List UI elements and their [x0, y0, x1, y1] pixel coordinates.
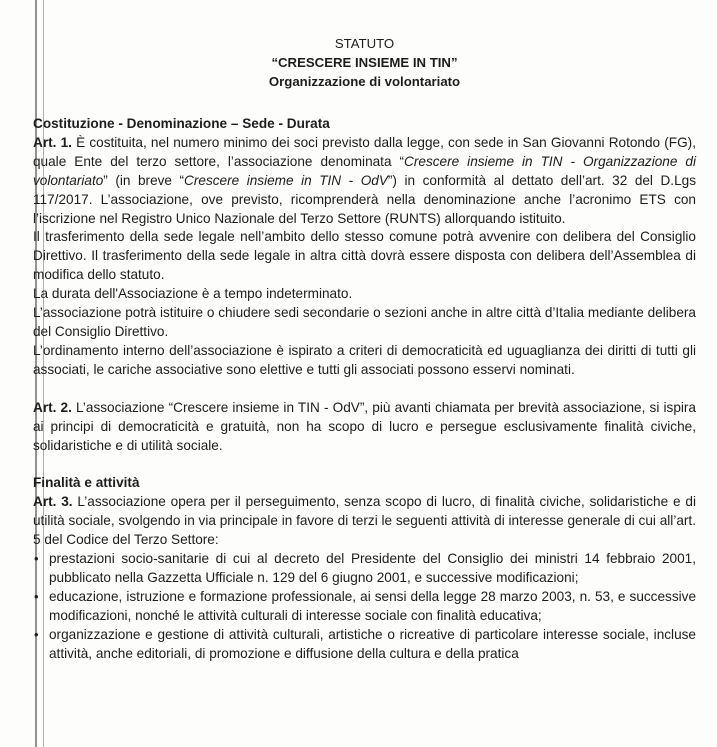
article-label: Art. 2. [33, 399, 72, 415]
paragraph-sedi-secondarie: L’associazione potrà istituire o chiudere sedi secondarie o sezioni anche in altre città d’Italia mediante delibera del Consiglio Direttivo. [33, 305, 696, 339]
spacer [33, 380, 696, 399]
article-text: ” (in breve “ [103, 172, 185, 188]
article-italic-short-name: Crescere insieme in TIN - OdV [184, 172, 388, 188]
list-item: • educazione, istruzione e formazione professionale, ai sensi della legge 28 marzo 2003, n. 53, e successive modificazioni, nonché le attività culturali di interesse sociale con finalità educativa; [33, 588, 696, 626]
paragraph-sede: Il trasferimento della sede legale nell’ambito dello stesso comune potrà avvenire con delibera del Consiglio Direttivo. Il trasferimento della sede legale in altra città dovrà essere disposta con delibera dell’Assemblea di modifica dello statuto. [33, 229, 696, 283]
article-2 [33, 399, 696, 456]
article-text: L’associazione opera per il perseguimento, senza scopo di lucro, di finalità civiche, solidaristiche e di utilità sociale, svolgendo in via principale in favore di terzi le seguenti attività di interesse generale di cui all’art. 5 del Codice del Terzo Settore: [33, 494, 696, 548]
paragraph-ordinamento: L’ordinamento interno dell’associazione è ispirato a criteri di democraticità ed uguaglianza dei diritti di tutti gli associati, le cariche associative sono elettive e tutti gli associati possono esservi nominati. [33, 342, 696, 377]
article-text: È costituita, nel numero minimo dei soci previsto dalla legge, con sede in San Giovanni Rotondo (FG), quale Ente del terzo settore, l’associazione denominata “ [33, 134, 696, 169]
activity-list [33, 550, 696, 663]
section-heading-finalita: Finalità e attività [33, 475, 140, 491]
document-title: STATUTO [334, 36, 395, 51]
spacer [33, 455, 696, 474]
article-label: Art. 3. [33, 494, 73, 510]
article-label: Art. 1. [33, 134, 72, 150]
list-item: • prestazioni socio-sanitarie di cui al decreto del Presidente del Consiglio dei ministri 14 febbraio 2001, pubblicato nella Gazzetta Ufficiale n. 129 del 6 giugno 2001, e successive modificazioni; [33, 550, 696, 588]
document-page [33, 34, 696, 663]
paragraph-durata: La durata dell'Associazione è a tempo indeterminato. [33, 286, 353, 302]
article-1 [33, 134, 696, 229]
article-text: ”) in conformità al dettato dell’art. 32 del D.Lgs 117/2017. L’associazione, ove previsto, ricomprenderà nella denominazione anche l’acronimo ETS con l’iscrizione nel Registro Unico Nazionale del Terzo Settore (RUNTS) allorquando istituito. [33, 172, 696, 226]
section-heading-costituzione: Costituzione - Denominazione – Sede - Durata [33, 116, 330, 131]
title-block [33, 34, 696, 91]
article-3 [33, 493, 696, 550]
association-name: “CRESCERE INSIEME IN TIN” [271, 55, 458, 70]
article-text: L’associazione “Crescere insieme in TIN - OdV”, più avanti chiamata per brevità associazione, si ispira ai principi di democraticità e gratuità, non ha scopo di lucro e persegue esclusivamente finalità civiche, solidaristiche e di utilità sociale. [33, 399, 696, 453]
article-italic-name: Crescere insieme in TIN - Organizzazione di volontariato [33, 153, 697, 188]
list-item: • organizzazione e gestione di attività culturali, artistiche o ricreative di particolare interesse sociale, incluse attività, anche editoriali, di promozione e diffusione della cultura e della pratica [33, 626, 696, 664]
document-subtitle: Organizzazione di volontariato [268, 74, 461, 89]
